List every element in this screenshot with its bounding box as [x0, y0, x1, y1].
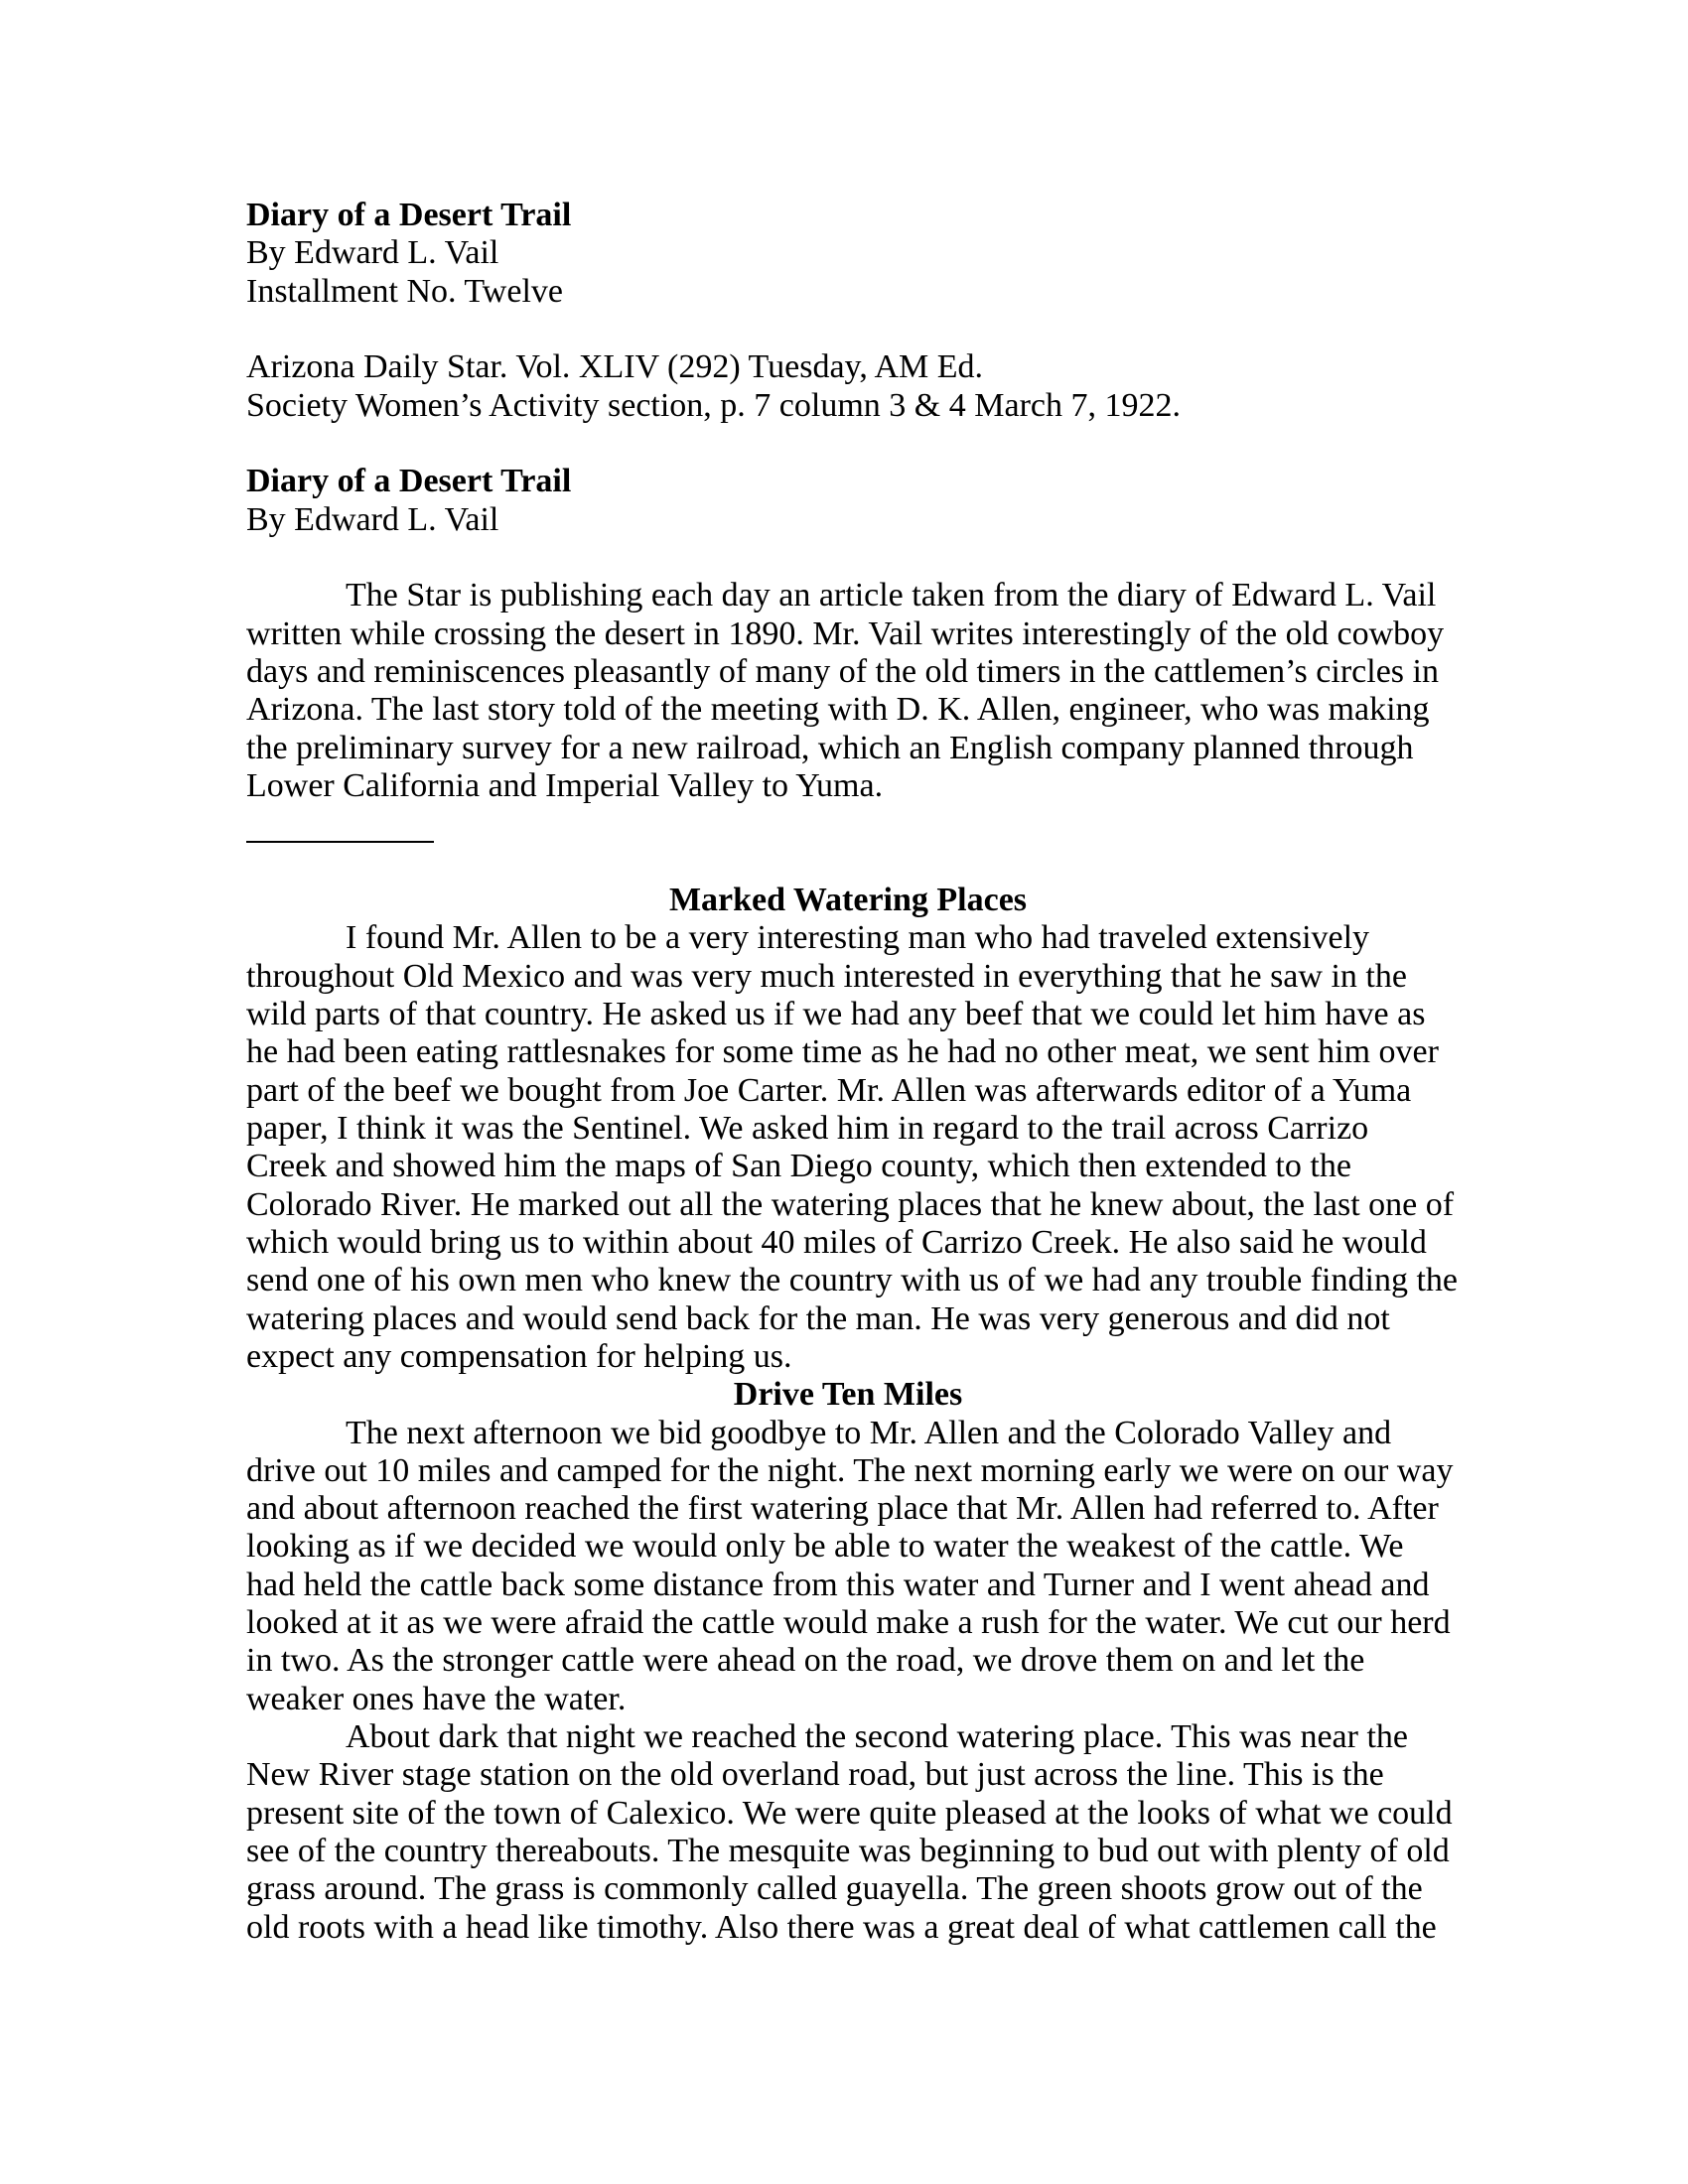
blank-line — [246, 425, 1450, 463]
text-line: The Star is publishing each day an article taken from the diary of Edward L. Vail — [346, 577, 1437, 614]
text-line: Arizona. The last story told of the meeting with D. K. Allen, engineer, who was making — [246, 691, 1430, 729]
text-line: The next afternoon we bid goodbye to Mr. Allen and the Colorado Valley and — [346, 1414, 1392, 1451]
document-title: Diary of a Desert Trail — [246, 197, 572, 233]
text-line: in two. As the stronger cattle were ahead on the road, we drove them on and let the — [246, 1642, 1365, 1680]
header-block — [246, 197, 1450, 311]
text-line: drive out 10 miles and camped for the night. The next morning early we were on our way — [246, 1451, 1454, 1489]
text-line: watering places and would send back for the man. He was very generous and did not — [246, 1299, 1390, 1337]
divider-row — [246, 805, 1450, 843]
text-line: About dark that night we reached the second watering place. This was near the — [346, 1718, 1408, 1756]
text-line: he had been eating rattlesnakes for some time as he had no other meat, we sent him over — [246, 1033, 1439, 1071]
text-line: throughout Old Mexico and was very much interested in everything that he saw in the — [246, 957, 1407, 995]
text-line: Lower California and Imperial Valley to Yuma. — [246, 766, 884, 804]
subheader-block — [246, 463, 1450, 539]
text-line: Creek and showed him the maps of San Diego county, which then extended to the — [246, 1148, 1351, 1185]
text-line: weaker ones have the water. — [246, 1680, 627, 1717]
article-title: Diary of a Desert Trail — [246, 463, 572, 500]
text-line: send one of his own men who knew the country with us of we had any trouble finding the — [246, 1262, 1458, 1299]
text-line: Colorado River. He marked out all the watering places that he knew about, the last one of — [246, 1185, 1455, 1223]
text-line: written while crossing the desert in 1890. Mr. Vail writes interestingly of the old cowboy — [246, 614, 1445, 652]
text-line: part of the beef we bought from Joe Carter. Mr. Allen was afterwards editor of a Yuma — [246, 1071, 1412, 1109]
text-line: paper, I think it was the Sentinel. We asked him in regard to the trail across Carrizo — [246, 1109, 1369, 1147]
article-byline: By Edward L. Vail — [246, 500, 499, 538]
text-line: the preliminary survey for a new railroad, which an English company planned through — [246, 729, 1414, 766]
document-byline: By Edward L. Vail — [246, 234, 499, 272]
horizontal-divider — [246, 841, 434, 843]
text-line: and about afternoon reached the first watering place that Mr. Allen had referred to. After — [246, 1490, 1439, 1528]
text-line: which would bring us to within about 40 miles of Carrizo Creek. He also said he would — [246, 1223, 1427, 1261]
section-heading-drive-ten-miles: Drive Ten Miles — [733, 1376, 963, 1414]
citation-source: Arizona Daily Star. Vol. XLIV (292) Tuesday, AM Ed. — [246, 348, 984, 386]
text-line: had held the cattle back some distance from this water and Turner and I went ahead and — [246, 1566, 1430, 1603]
text-line: I found Mr. Allen to be a very interesting man who had traveled extensively — [346, 919, 1370, 957]
text-line: grass around. The grass is commonly called guayella. The green shoots grow out of the — [246, 1870, 1423, 1908]
blank-line — [246, 311, 1450, 348]
section-heading-marked-watering-places: Marked Watering Places — [668, 881, 1028, 918]
citation-block — [246, 348, 1450, 425]
section2-paragraph-2 — [246, 1718, 1453, 1947]
section2-paragraph-1 — [246, 1414, 1454, 1719]
text-line: days and reminiscences pleasantly of many of the old timers in the cattlemen’s circles in — [246, 652, 1439, 690]
text-block — [246, 197, 1458, 1947]
text-line: see of the country thereabouts. The mesquite was beginning to bud out with plenty of old — [246, 1833, 1450, 1870]
text-line: looking as if we decided we would only be able to water the weakest of the cattle. We — [246, 1528, 1404, 1566]
text-line: wild parts of that country. He asked us if we had any beef that we could let him have as — [246, 995, 1426, 1032]
text-line: expect any compensation for helping us. — [246, 1337, 792, 1375]
intro-paragraph — [246, 577, 1450, 805]
text-line: looked at it as we were afraid the cattle would make a rush for the water. We cut our herd — [246, 1604, 1451, 1642]
document-installment: Installment No. Twelve — [246, 272, 563, 310]
blank-line — [246, 539, 1450, 577]
blank-line — [246, 844, 1450, 882]
section1-paragraph — [246, 919, 1458, 1376]
text-line: present site of the town of Calexico. We were quite pleased at the looks of what we could — [246, 1794, 1453, 1832]
citation-section: Society Women’s Activity section, p. 7 column 3 & 4 March 7, 1922. — [246, 386, 1181, 424]
text-line: New River stage station on the old overland road, but just across the line. This is the — [246, 1756, 1384, 1794]
text-line: old roots with a head like timothy. Also there was a great deal of what cattlemen call the — [246, 1908, 1437, 1946]
